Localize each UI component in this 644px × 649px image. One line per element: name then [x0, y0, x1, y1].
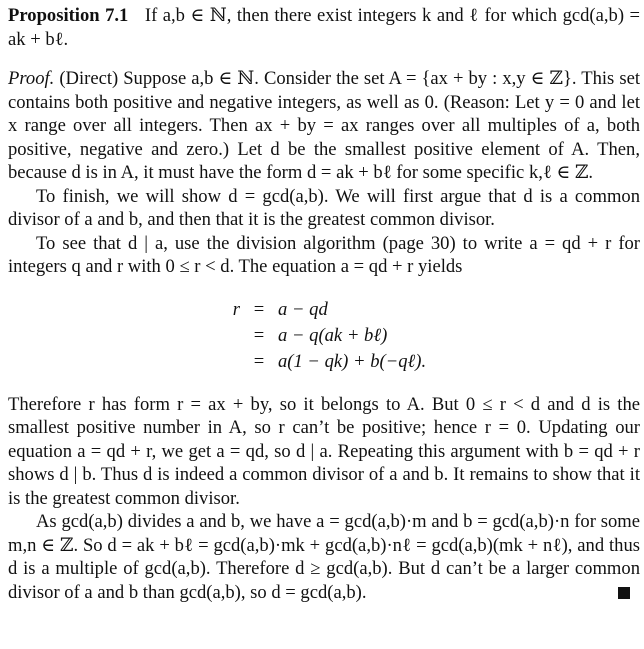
- equation-rhs: a − qd: [278, 298, 328, 320]
- equation-lhs: r: [232, 298, 240, 320]
- proof-label: Proof.: [8, 68, 55, 89]
- proposition-label: Proposition 7.1: [8, 5, 129, 26]
- proof-paragraph-2: To finish, we will show d = gcd(a,b). We will first argue that d is a common divisor of a and b, and then that it is the greatest common divisor.: [8, 185, 640, 230]
- proof-text-5: As gcd(a,b) divides a and b, we have a = gcd(a,b)·m and b = gcd(a,b)·n for some m,n ∈ ℤ. So d = ak + bℓ = gcd(a,b)·mk + gcd(a,b)·nℓ = gcd(a,b)(mk + nℓ), and thus d is a multiple of gcd(a,b). Therefore d ≥ gcd(a,b). But d can’t be a larger common divisor of a and b than gcd(a,b), so d = gcd(a,b).: [8, 511, 640, 603]
- document-page: [8, 0, 640, 604]
- proposition: [8, 4, 640, 51]
- equation-block: [8, 297, 640, 375]
- equation-rhs: a(1 − qk) + b(−qℓ).: [278, 350, 427, 372]
- equation-relation: =: [253, 324, 265, 346]
- proof-paragraph-4: Therefore r has form r = ax + by, so it belongs to A. But 0 ≤ r < d and d is the smallest positive number in A, so r can’t be positive; hence r = 0. Updating our equation a = qd + r, we get a = qd, so d | a. Repeating this argument with b = qd + r shows d | b. Thus d is indeed a common divisor of a and b. It remains to show that it is the greatest common divisor.: [8, 393, 640, 509]
- proof-paragraph-5: [8, 510, 640, 604]
- equation-relation: =: [253, 350, 265, 372]
- equation-row: [8, 297, 640, 323]
- proof-text-1: (Direct) Suppose a,b ∈ ℕ. Consider the set A = {ax + by : x,y ∈ ℤ}. This set contains both positive and negative integers, as well as 0. (Reason: Let y = 0 and let x range over all integers. Then ax + by = ax ranges over all multiples of a, both positive, negative and zero.) Let d be the smallest positive element of A. Then, because d is in A, it must have the form d = ak + bℓ for some specific k,ℓ ∈ ℤ.: [8, 68, 640, 183]
- equation-row: [8, 323, 640, 349]
- proof-paragraph-3: To see that d | a, use the division algorithm (page 30) to write a = qd + r for integers q and r with 0 ≤ r < d. The equation a = qd + r yields: [8, 232, 640, 277]
- qed-square-icon: [618, 587, 630, 599]
- equation-relation: =: [253, 298, 265, 320]
- proof-paragraph-1: [8, 67, 640, 185]
- equation-rhs: a − q(ak + bℓ): [278, 324, 388, 346]
- proposition-statement: If a,b ∈ ℕ, then there exist integers k and ℓ for which gcd(a,b) = ak + bℓ.: [8, 5, 640, 50]
- equation-row: [8, 349, 640, 375]
